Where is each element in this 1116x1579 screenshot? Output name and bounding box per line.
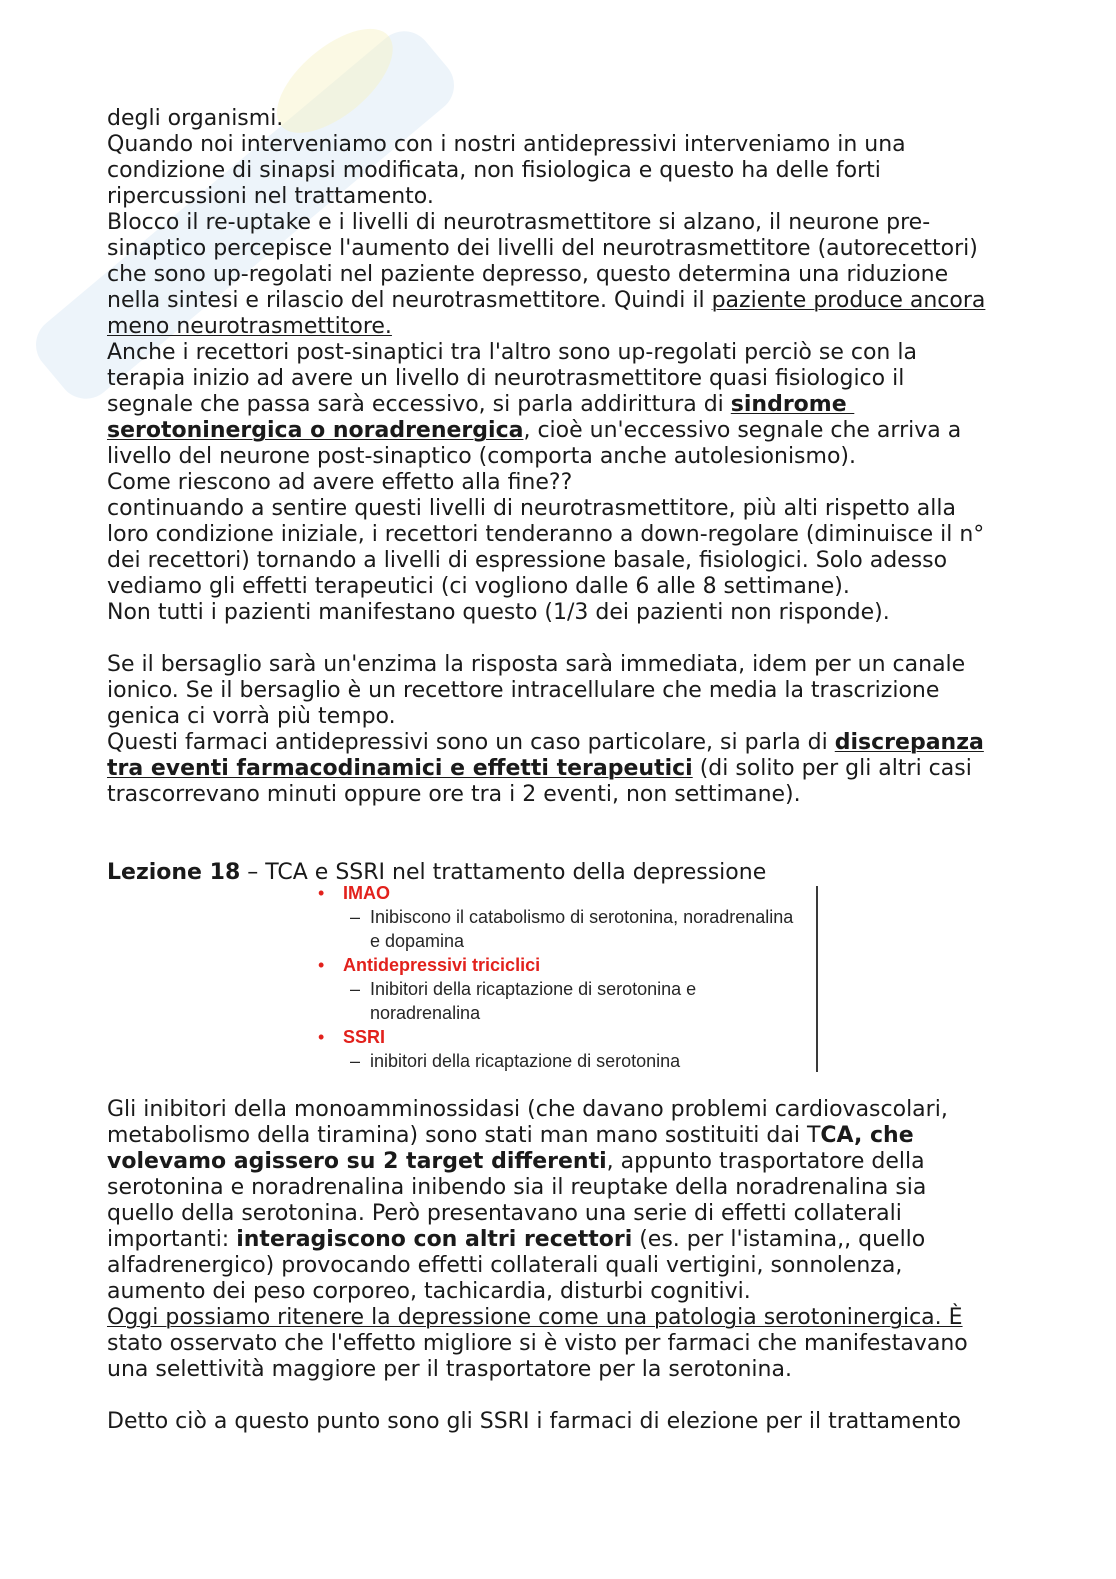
text-line: [107, 1227, 968, 1253]
text-run: genica ci vorrà più tempo.: [107, 704, 396, 729]
text-run: terapia inizio ad avere un livello di neurotrasmettitore quasi fisiologico il: [107, 366, 905, 391]
text-run: alfadrenergico) provocando effetti collaterali quali vertigini, sonnolenza,: [107, 1253, 903, 1278]
text-run: Gli inibitori della monoamminossidasi (che davano problemi cardiovascolari,: [107, 1097, 948, 1122]
dash-icon: –: [350, 1051, 361, 1071]
text-run: (es. per l'istamina,, quello: [632, 1227, 926, 1252]
text-line: [107, 600, 985, 626]
blank-line: [107, 1383, 968, 1409]
text-run: Non tutti i pazienti manifestano questo (1/3 dei pazienti non risponde).: [107, 600, 890, 625]
text-run: Detto ciò a questo punto sono gli SSRI i farmaci di elezione per il trattamento: [107, 1409, 962, 1434]
text-line: [107, 574, 985, 600]
bullet-icon: •: [318, 1027, 325, 1047]
text-run: , appunto trasportatore della: [606, 1149, 925, 1174]
text-line: [107, 704, 985, 730]
text-run: vediamo gli effetti terapeutici (ci vogliono dalle 6 alle 8 settimane).: [107, 574, 850, 599]
text-line: [107, 210, 985, 236]
text-line: [107, 444, 985, 470]
text-run: serotonina e noradrenalina inibendo sia il reuptake della noradrenalina sia: [107, 1175, 927, 1200]
text-line: [107, 756, 985, 782]
text-line: [107, 1279, 968, 1305]
text-line: [107, 314, 985, 340]
text-run: quello della serotonina. Però presentavano una serie di effetti collaterali: [107, 1201, 902, 1226]
text-line: [107, 1123, 968, 1149]
text-line: [107, 132, 985, 158]
text-line: [107, 470, 985, 496]
text-run: trascorrevano minuti oppure ore tra i 2 eventi, non settimane).: [107, 782, 801, 807]
bold-underlined-text: tra eventi farmacodinamici e effetti terapeutici: [107, 756, 693, 781]
underlined-text: Oggi possiamo ritenere la depressione come una patologia serotoninergica. È: [107, 1305, 963, 1330]
dash-icon: –: [350, 979, 361, 999]
text-run: , cioè un'eccessivo segnale che arriva a: [523, 418, 962, 443]
dash-icon: –: [350, 907, 361, 927]
text-run: nella sintesi e rilascio del neurotrasmettitore. Quindi il: [107, 288, 712, 313]
text-run: dei recettori) tornando a livelli di espressione basale, fisiologici. Solo adesso: [107, 548, 948, 573]
text-line: [107, 678, 985, 704]
slide-excerpt: [315, 881, 815, 1073]
text-line: [107, 1149, 968, 1175]
text-line: [107, 1331, 968, 1357]
text-run: Anche i recettori post-sinaptici tra l'altro sono up-regolati perciò se con la: [107, 340, 917, 365]
text-run: (di solito per gli altri casi: [692, 756, 972, 781]
text-run: aumento dei peso corporeo, tachicardia, disturbi cognitivi.: [107, 1279, 751, 1304]
slide-bullet-item: [315, 1025, 815, 1049]
text-run: metabolismo della tiramina) sono stati man mano sostituiti dai T: [107, 1123, 821, 1148]
underlined-text: paziente produce ancora: [711, 288, 986, 313]
bold-underlined-text: serotoninergica o noradrenergica: [107, 418, 524, 443]
text-line: [107, 262, 985, 288]
slide-item-title: SSRI: [343, 1027, 386, 1047]
text-run: sinaptico percepisce l'aumento dei livelli del neurotrasmettitore (autorecettori): [107, 236, 978, 261]
paragraphs-section-1: [107, 106, 985, 808]
text-run: stato osservato che l'effetto migliore si è visto per farmaci che manifestavano: [107, 1331, 968, 1356]
text-line: [107, 236, 985, 262]
text-run: importanti:: [107, 1227, 237, 1252]
text-run: Blocco il re-uptake e i livelli di neurotrasmettitore si alzano, il neurone pre-: [107, 210, 931, 235]
lesson-title: – TCA e SSRI nel trattamento della depressione: [240, 860, 767, 885]
text-line: [107, 1097, 968, 1123]
text-run: una selettività maggiore per il trasportatore per la serotonina.: [107, 1357, 792, 1382]
text-line: [107, 288, 985, 314]
text-run: Quando noi interveniamo con i nostri antidepressivi interveniamo in una: [107, 132, 906, 157]
text-line: [107, 1175, 968, 1201]
text-run: livello del neurone post-sinaptico (comporta anche autolesionismo).: [107, 444, 856, 469]
text-run: Come riescono ad avere effetto alla fine??: [107, 470, 573, 495]
lesson-heading: [107, 860, 766, 886]
text-line: [107, 522, 985, 548]
text-run: che sono up-regolati nel paziente depresso, questo determina una riduzione: [107, 262, 949, 287]
text-line: [107, 340, 985, 366]
blank-line: [107, 626, 985, 652]
slide-sub-continuation: [315, 929, 815, 953]
slide-bullet-item: [315, 953, 815, 977]
text-run: condizione di sinapsi modificata, non fisiologica e questo ha delle forti: [107, 158, 881, 183]
text-run: segnale che passa sarà eccessivo, si parla addirittura di: [107, 392, 731, 417]
text-line: [107, 652, 985, 678]
text-run: Se il bersaglio sarà un'enzima la risposta sarà immediata, idem per un canale: [107, 652, 966, 677]
text-run: ripercussioni nel trattamento.: [107, 184, 434, 209]
text-run: ionico. Se il bersaglio è un recettore intracellulare che media la trascrizione: [107, 678, 940, 703]
text-line: [107, 106, 985, 132]
slide-sub-item: [315, 977, 815, 1001]
lesson-number: Lezione 18: [107, 860, 241, 885]
slide-sub-item: [315, 1049, 815, 1073]
text-line: [107, 418, 985, 444]
bold-underlined-text: discrepanza: [834, 730, 984, 755]
slide-item-title: Antidepressivi triciclici: [343, 955, 541, 975]
bold-text: interagiscono con altri recettori: [236, 1227, 633, 1252]
text-line: [107, 1253, 968, 1279]
bold-underlined-text: sindrome: [730, 392, 855, 417]
text-run: Questi farmaci antidepressivi sono un caso particolare, si parla di: [107, 730, 835, 755]
slide-item-title: IMAO: [343, 883, 390, 903]
text-line: [107, 366, 985, 392]
bold-text: volevamo agissero su 2 target differenti: [107, 1149, 607, 1174]
text-line: [107, 392, 985, 418]
text-line: [107, 1357, 968, 1383]
text-run: continuando a sentire questi livelli di neurotrasmettitore, più alti rispetto alla: [107, 496, 956, 521]
slide-sub-text: noradrenalina: [370, 1003, 481, 1023]
text-line: [107, 184, 985, 210]
text-line: [107, 1409, 968, 1435]
text-run: degli organismi.: [107, 106, 284, 131]
text-line: [107, 158, 985, 184]
bullet-icon: •: [318, 955, 325, 975]
underlined-text: meno neurotrasmettitore.: [107, 314, 392, 339]
slide-sub-text: Inibitori della ricaptazione di serotonina e: [370, 979, 697, 999]
bullet-icon: •: [318, 883, 325, 903]
slide-sub-item: [315, 905, 815, 929]
slide-sub-text: Inibiscono il catabolismo di serotonina, noradrenalina: [370, 907, 794, 927]
text-run: loro condizione iniziale, i recettori tenderanno a down-regolare (diminuisce il n°: [107, 522, 985, 547]
paragraphs-section-2: [107, 1097, 968, 1435]
text-line: [107, 1305, 968, 1331]
bold-text: CA, che: [820, 1123, 914, 1148]
slide-sub-text: inibitori della ricaptazione di serotonina: [370, 1051, 681, 1071]
text-line: [107, 496, 985, 522]
text-line: [107, 1201, 968, 1227]
text-line: [107, 782, 985, 808]
text-line: [107, 730, 985, 756]
text-line: [107, 548, 985, 574]
slide-sub-continuation: [315, 1001, 815, 1025]
slide-sub-text: e dopamina: [370, 931, 465, 951]
slide-divider-line: [816, 886, 818, 1072]
